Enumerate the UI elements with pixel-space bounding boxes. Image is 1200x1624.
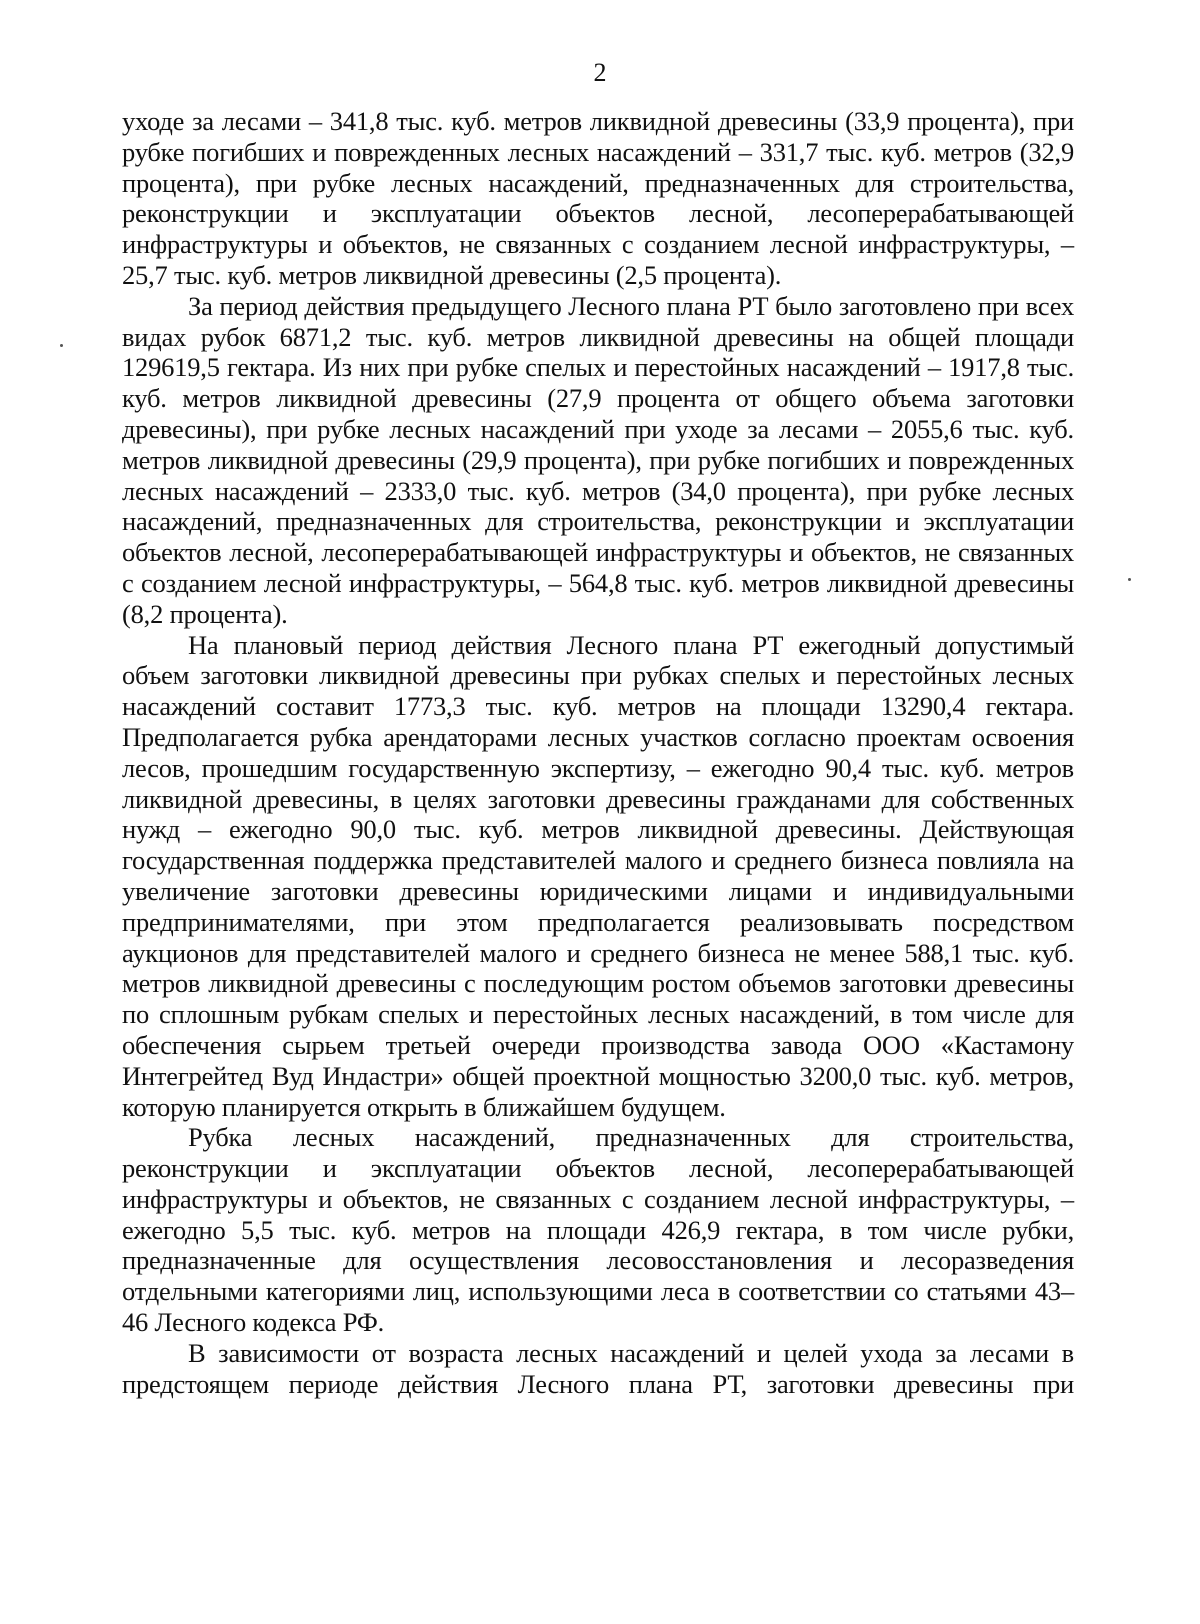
paragraph-planned-period: На плановый период действия Лесного плана РТ ежегодный допустимый объем заготовки ликвидной древесины при рубках спелых и перестойных лесных насаждений составит 1773,3 тыс. куб. метров на площади 13290,4 гектара. Предполагается рубка арендаторами лесных участков согласно проектам освоения лесов, прошедшим государственную экспертизу, – ежегодно 90,4 тыс. куб. метров ликвидной древесины, в целях заготовки древесины гражданами для собственных нужд – ежегодно 90,0 тыс. куб. метров ликвидной древесины. Действующая государственная поддержка представителей малого и среднего бизнеса повлияла на увеличение заготовки древесины юридическими лицами и индивидуальными предпринимателями, при этом предполагается реализовывать посредством аукционов для представителей малого и среднего бизнеса не менее 588,1 тыс. куб. метров ликвидной древесины с последующим ростом объемов заготовки древесины по сплошным рубкам спелых и перестойных лесных насаждений, в том числе для обеспечения сырьем третьей очереди производства завода ООО «Кастамону Интегрейтед Вуд Индастри» общей проектной мощностью 3200,0 тыс. куб. метров, которую планируется открыть в ближайшем будущем. [122, 629, 1074, 1122]
scan-speck [1128, 578, 1131, 581]
paragraph-previous-plan-period: За период действия предыдущего Лесного плана РТ было заготовлено при всех видах рубок 6871,2 тыс. куб. метров ликвидной древесины на общей площади 129619,5 гектара. Из них при рубке спелых и перестойных насаждений – 1917,8 тыс. куб. метров ликвидной древесины (27,9 процента от общего объема заготовки древесины), при рубке лесных насаждений при уходе за лесами – 2055,6 тыс. куб. метров ликвидной древесины (29,9 процента), при рубке погибших и поврежденных лесных насаждений – 2333,0 тыс. куб. метров (34,0 процента), при рубке лесных насаждений, предназначенных для строительства, реконструкции и эксплуатации объектов лесной, лесоперерабатывающей инфраструктуры и объектов, не связанных с созданием лесной инфраструктуры, – 564,8 тыс. куб. метров ликвидной древесины (8,2 процента). [122, 290, 1074, 629]
paragraph-harvest-2018: уходе за лесами – 341,8 тыс. куб. метров ликвидной древесины (33,9 процента), при рубке погибших и поврежденных лесных насаждений – 331,7 тыс. куб. метров (32,9 процента), при рубке лесных насаждений, предназначенных для строительства, реконструкции и эксплуатации объектов лесной, лесоперерабатывающей инфраструктуры и объектов, не связанных с созданием лесной инфраструктуры, – 25,7 тыс. куб. метров ликвидной древесины (2,5 процента). [122, 106, 1074, 290]
paragraph-construction-felling: Рубка лесных насаждений, предназначенных для строительства, реконструкции и эксплуатации объектов лесной, лесоперерабатывающей инфраструктуры и объектов, не связанных с созданием лесной инфраструктуры, – ежегодно 5,5 тыс. куб. метров на площади 426,9 гектара, в том числе рубки, предназначенные для осуществления лесовосстановления и лесоразведения отдельными категориями лиц, использующими леса в соответствии со статьями 43–46 Лесного кодекса РФ. [122, 1122, 1074, 1338]
page-number: 2 [593, 58, 607, 87]
scan-speck [60, 344, 63, 347]
document-body [122, 106, 1074, 1399]
paragraph-forest-care: В зависимости от возраста лесных насаждений и целей ухода за лесами в предстоящем периоде действия Лесного плана РТ, заготовки древесины при [122, 1337, 1074, 1399]
